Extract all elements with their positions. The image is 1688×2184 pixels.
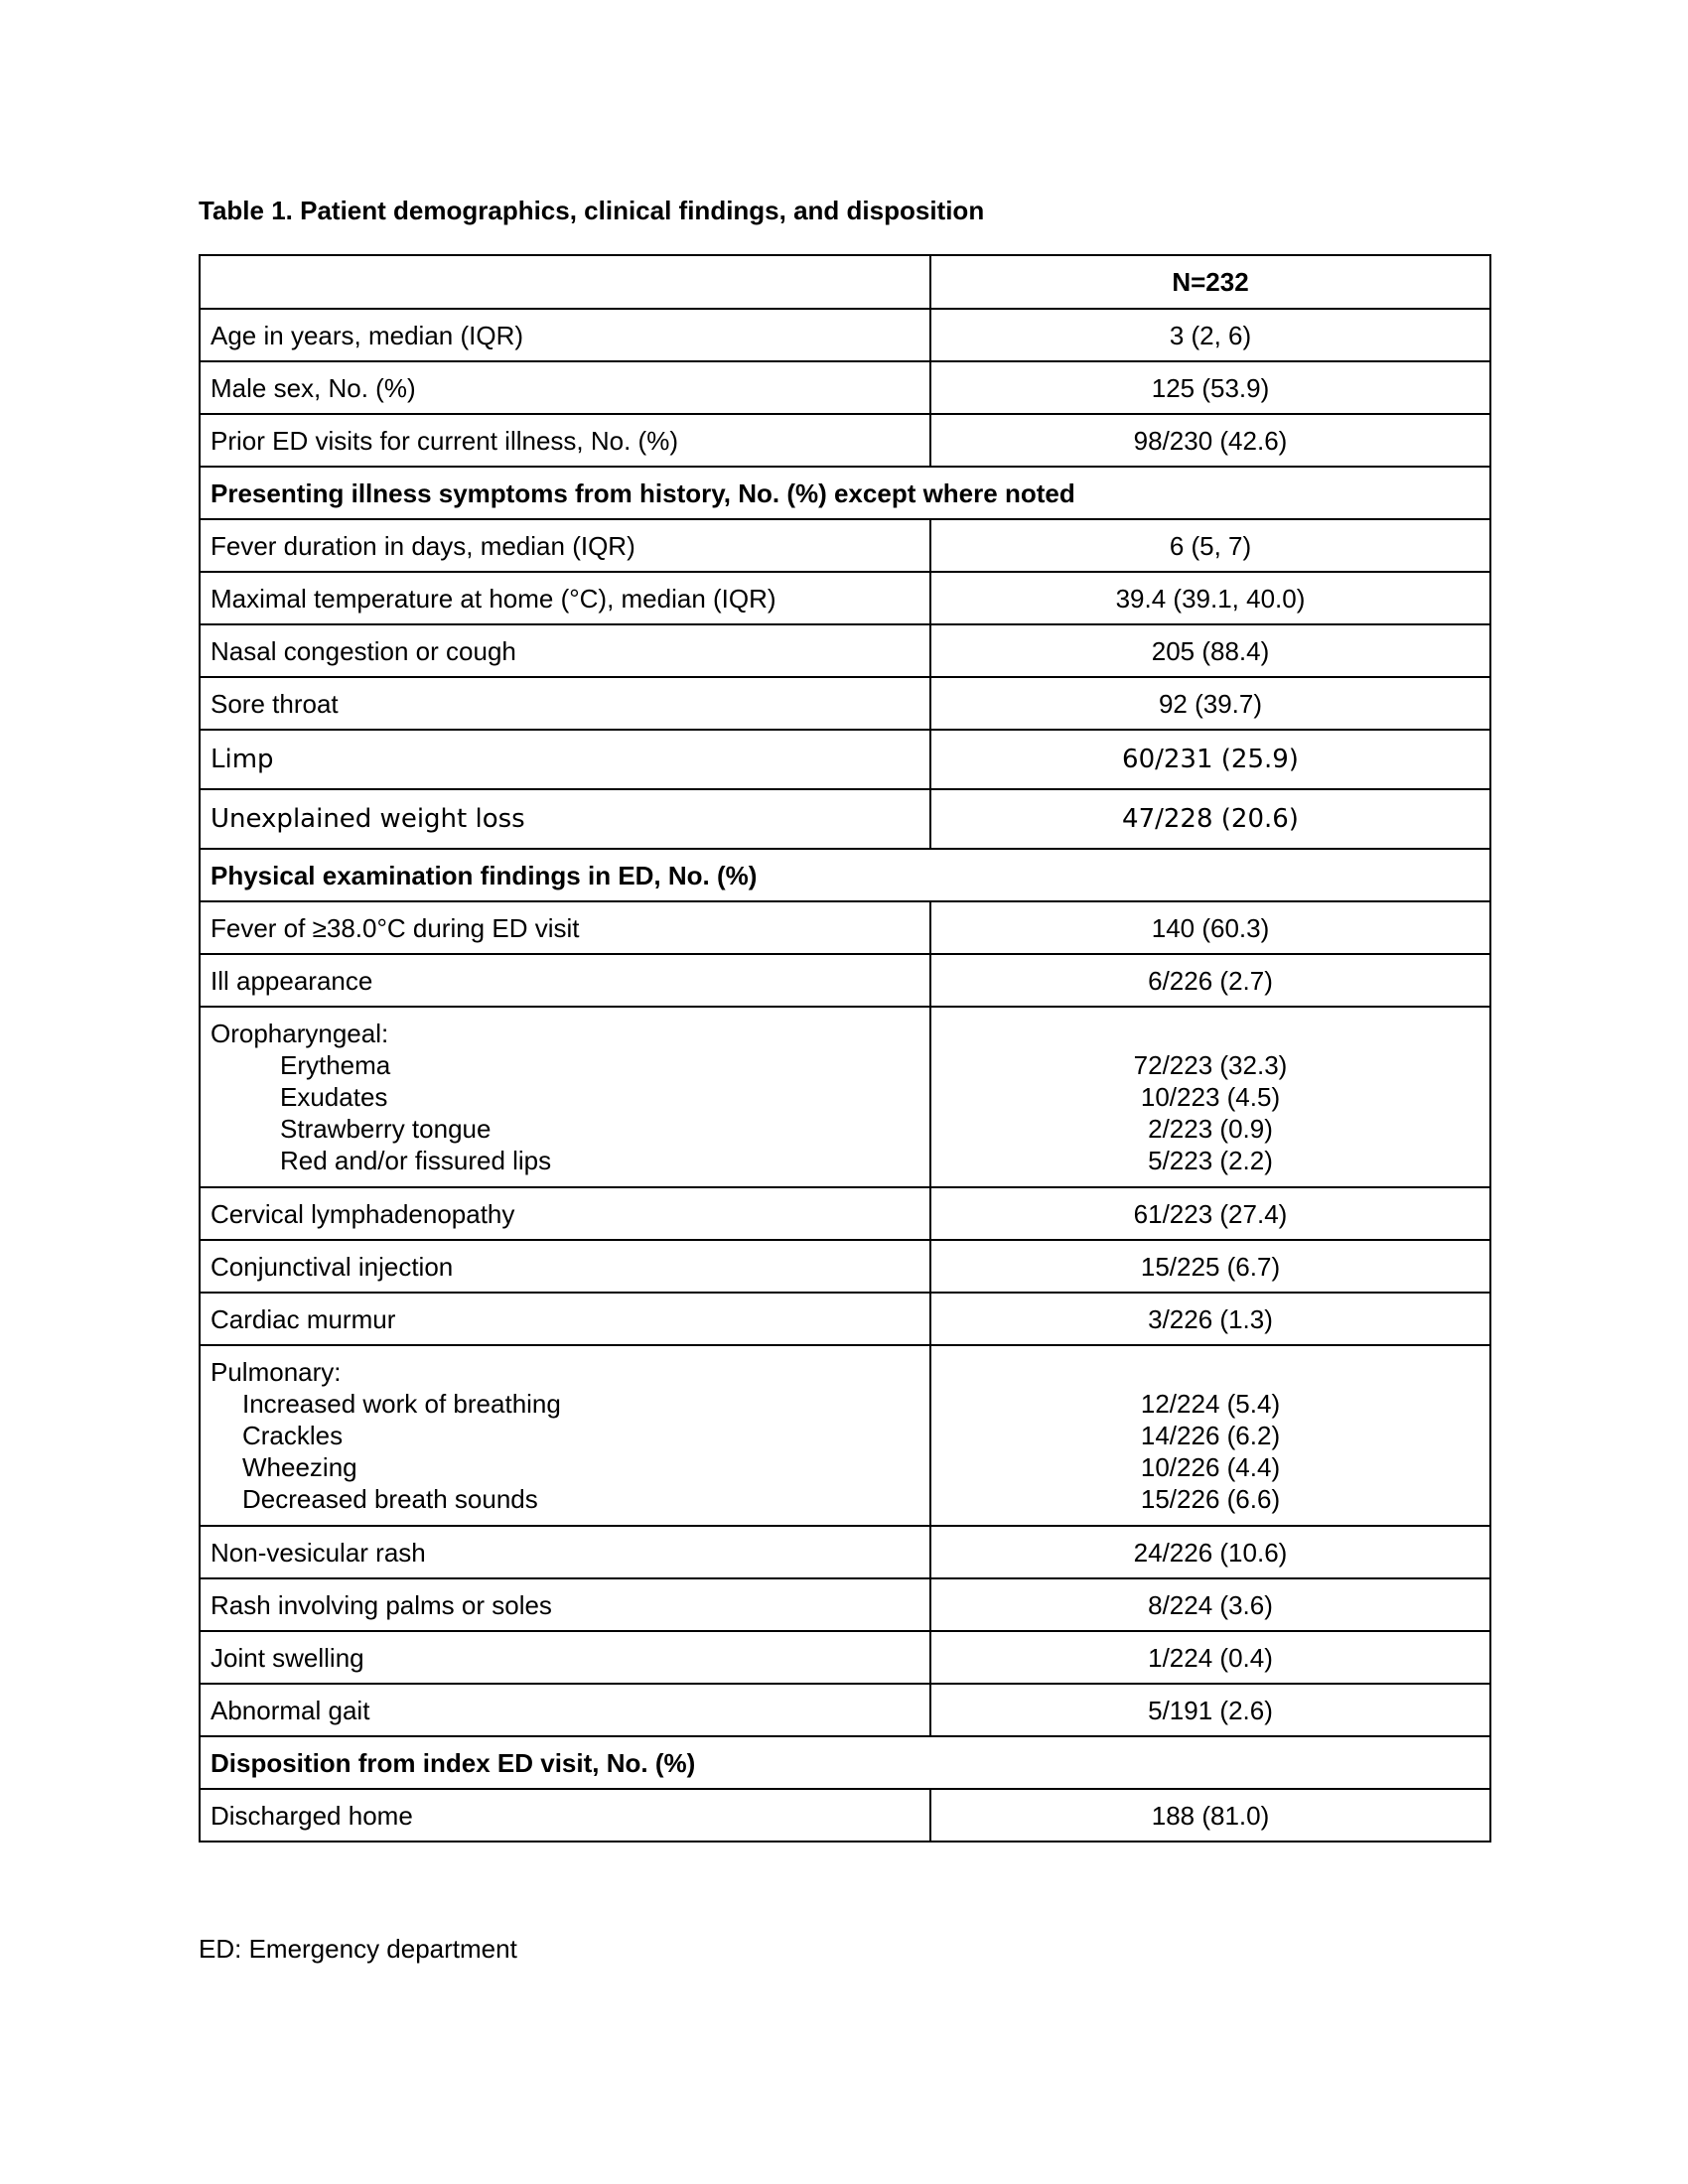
- row-label: Age in years, median (IQR): [200, 309, 930, 361]
- table-row: [200, 1789, 1490, 1842]
- row-label: Prior ED visits for current illness, No. (%): [200, 414, 930, 467]
- row-label: Male sex, No. (%): [200, 361, 930, 414]
- table-title: Table 1. Patient demographics, clinical findings, and disposition: [199, 196, 985, 225]
- table-row: [200, 730, 1490, 789]
- table-header-row: [200, 255, 1490, 309]
- pulmonary-values: [930, 1345, 1490, 1526]
- row-label: Fever of ≥38.0°C during ED visit: [200, 901, 930, 954]
- row-label: Maximal temperature at home (°C), median (IQR): [200, 572, 930, 624]
- row-value: 6/226 (2.7): [930, 954, 1490, 1007]
- row-value: 1/224 (0.4): [930, 1631, 1490, 1684]
- row-label: Non-vesicular rash: [200, 1526, 930, 1578]
- row-label: Fever duration in days, median (IQR): [200, 519, 930, 572]
- table-row: [200, 1526, 1490, 1578]
- row-label: Rash involving palms or soles: [200, 1578, 930, 1631]
- row-value: 3/226 (1.3): [930, 1293, 1490, 1345]
- row-value: 15/225 (6.7): [930, 1240, 1490, 1293]
- row-value: 3 (2, 6): [930, 309, 1490, 361]
- subitem-label: Erythema: [280, 1050, 391, 1080]
- row-value: 188 (81.0): [930, 1789, 1490, 1842]
- subitem-value: 72/223 (32.3): [1133, 1050, 1288, 1080]
- table-row-oropharyngeal: [200, 1007, 1490, 1187]
- section-heading: Presenting illness symptoms from history, No. (%) except where noted: [200, 467, 1490, 519]
- subitem-label: Decreased breath sounds: [242, 1484, 538, 1514]
- row-label: Abnormal gait: [200, 1684, 930, 1736]
- subitem-label: Crackles: [242, 1421, 344, 1450]
- row-label: Ill appearance: [200, 954, 930, 1007]
- footnote: ED: Emergency department: [199, 1934, 517, 1964]
- row-label: Unexplained weight loss: [200, 789, 930, 849]
- table-row: [200, 624, 1490, 677]
- subitem-value: 10/226 (4.4): [1140, 1452, 1281, 1482]
- row-value: 24/226 (10.6): [930, 1526, 1490, 1578]
- row-value: 140 (60.3): [930, 901, 1490, 954]
- subitem-value: 10/223 (4.5): [1140, 1082, 1281, 1112]
- section-row-history: [200, 467, 1490, 519]
- table-row: [200, 1240, 1490, 1293]
- subitem-label: Wheezing: [242, 1452, 357, 1482]
- subitem-value: 12/224 (5.4): [1140, 1389, 1281, 1419]
- table-row: [200, 414, 1490, 467]
- row-value: 60/231 (25.9): [930, 730, 1490, 789]
- oropharyngeal-values: [930, 1007, 1490, 1187]
- subitem-value: 5/223 (2.2): [1148, 1146, 1273, 1175]
- subitem-label: Increased work of breathing: [242, 1389, 561, 1419]
- table-row: [200, 1187, 1490, 1240]
- row-value: 6 (5, 7): [930, 519, 1490, 572]
- row-value: 92 (39.7): [930, 677, 1490, 730]
- section-row-exam: [200, 849, 1490, 901]
- section-heading: Disposition from index ED visit, No. (%): [200, 1736, 1490, 1789]
- header-n-cell: N=232: [930, 255, 1490, 309]
- table-row-pulmonary: [200, 1345, 1490, 1526]
- subitem-label: Strawberry tongue: [280, 1114, 492, 1144]
- table-row: [200, 954, 1490, 1007]
- row-value: 39.4 (39.1, 40.0): [930, 572, 1490, 624]
- oropharyngeal-labels: [200, 1007, 930, 1187]
- table-row: [200, 519, 1490, 572]
- table-row: [200, 1578, 1490, 1631]
- row-value: 5/191 (2.6): [930, 1684, 1490, 1736]
- row-value: 61/223 (27.4): [930, 1187, 1490, 1240]
- row-label: Nasal congestion or cough: [200, 624, 930, 677]
- row-label: Conjunctival injection: [200, 1240, 930, 1293]
- subitem-value: 14/226 (6.2): [1140, 1421, 1281, 1450]
- row-value: 125 (53.9): [930, 361, 1490, 414]
- subitem-value: 15/226 (6.6): [1140, 1484, 1281, 1514]
- section-row-disposition: [200, 1736, 1490, 1789]
- row-label: Joint swelling: [200, 1631, 930, 1684]
- group-label: Oropharyngeal:: [211, 1019, 389, 1048]
- row-value: 47/228 (20.6): [930, 789, 1490, 849]
- table-row: [200, 309, 1490, 361]
- row-label: Discharged home: [200, 1789, 930, 1842]
- row-value: 205 (88.4): [930, 624, 1490, 677]
- pulmonary-labels: [200, 1345, 930, 1526]
- group-label: Pulmonary:: [211, 1357, 342, 1387]
- header-label-cell: [200, 255, 930, 309]
- row-value: 8/224 (3.6): [930, 1578, 1490, 1631]
- row-label: Limp: [200, 730, 930, 789]
- table-row: [200, 1684, 1490, 1736]
- row-label: Cardiac murmur: [200, 1293, 930, 1345]
- table-row: [200, 1293, 1490, 1345]
- table-row: [200, 1631, 1490, 1684]
- row-label: Cervical lymphadenopathy: [200, 1187, 930, 1240]
- table-row: [200, 677, 1490, 730]
- subitem-label: Red and/or fissured lips: [280, 1146, 552, 1175]
- table-row: [200, 789, 1490, 849]
- row-value: 98/230 (42.6): [930, 414, 1490, 467]
- subitem-label: Exudates: [280, 1082, 388, 1112]
- table-row: [200, 572, 1490, 624]
- table-row: [200, 901, 1490, 954]
- table-row: [200, 361, 1490, 414]
- row-label: Sore throat: [200, 677, 930, 730]
- subitem-value: 2/223 (0.9): [1148, 1114, 1273, 1144]
- section-heading: Physical examination findings in ED, No. (%): [200, 849, 1490, 901]
- data-table: [199, 254, 1491, 1843]
